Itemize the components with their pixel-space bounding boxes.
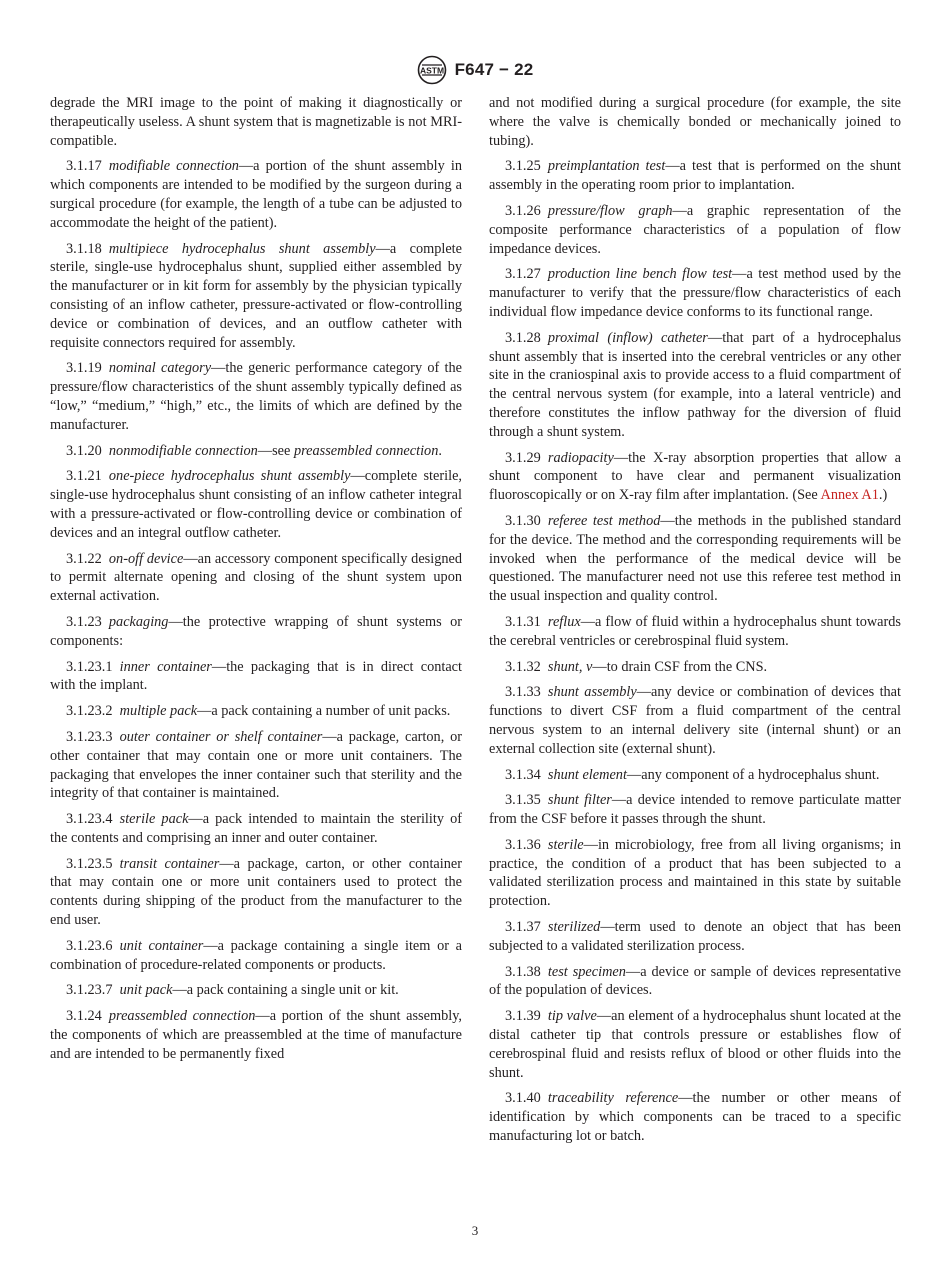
definition-paragraph [50, 1007, 462, 1063]
defined-term: radiopacity [547, 449, 614, 466]
definition-text: —the generic performance category of the pressure/flow characteristics of the shunt assembly typically defined as “low,” “medium,” “high,” etc., the limits of which are defined by the manufacturer. [50, 360, 462, 433]
section-number: 3.1.31 [505, 613, 541, 630]
definition-text: —any component of a hydrocephalus shunt. [626, 766, 880, 783]
defined-term: inner container [119, 658, 212, 675]
defined-term: reflux [547, 613, 581, 630]
definition-text: —a device intended to remove particulate matter from the CSF before it passes through the shunt. [489, 792, 901, 828]
section-number: 3.1.21 [66, 468, 102, 485]
definition-text: —a portion of the shunt assembly, the components of which are preassembled at the time of manufacture and are intended to be permanently fixed [50, 1008, 462, 1062]
section-number: 3.1.28 [505, 329, 541, 346]
annex-link[interactable]: Annex A1 [820, 487, 879, 504]
definition-paragraph [489, 836, 901, 911]
defined-term: outer container or shelf container [119, 728, 323, 745]
definition-text: —term used to denote an object that has been subjected to a validated sterilization process. [489, 919, 901, 954]
definition-paragraph [489, 449, 901, 505]
definition-text: —a pack containing a single unit or kit. [172, 982, 399, 999]
document-designation: F647 − 22 [454, 60, 534, 79]
definition-text: —a test that is performed on the shunt assembly in the operating room prior to implantation. [489, 158, 902, 194]
definition-paragraph [50, 613, 462, 651]
defined-term: referee test method [547, 512, 661, 529]
section-number: 3.1.29 [505, 449, 541, 466]
defined-term: transit container [119, 855, 220, 872]
section-number: 3.1.38 [505, 963, 541, 980]
definition-text: —a test method used by the manufacturer to verify that the pressure/flow characteristics of each individual flow impedance device conforms to its functional range. [489, 266, 901, 320]
defined-term: unit pack [119, 982, 173, 999]
definition-text: —an accessory component specifically designed to permit alternate opening and closing of the shunt system upon external activation. [50, 550, 462, 605]
definition-paragraph [50, 937, 462, 975]
definition-text: —complete sterile, single-use hydrocephalus shunt consisting of an inflow catheter integral with a pressure-activated or flow-controlling device or combination of devices and an integral outflow catheter. [50, 468, 462, 541]
definition-paragraph [489, 1007, 901, 1082]
right-column [489, 94, 901, 1153]
definition-paragraph [50, 240, 462, 353]
section-number: 3.1.22 [66, 550, 102, 567]
svg-text:ASTM: ASTM [419, 65, 444, 76]
page-header [0, 56, 950, 84]
definition-paragraph [489, 613, 901, 651]
definition-paragraph [489, 658, 901, 677]
definition-paragraph [50, 810, 462, 848]
defined-term: test specimen [547, 963, 626, 980]
definition-text: —a pack intended to maintain the sterility of the contents and comprising an inner and outer container. [50, 811, 462, 846]
left-column [50, 94, 462, 1071]
defined-term: modifiable connection [108, 158, 239, 175]
definition-text: —that part of a hydrocephalus shunt assembly that is inserted into the cerebral ventricles or any other site in the craniospinal axis to provide access to a fluid compartment of the central nervous system (for example, into a lateral ventricle) and therefore constitutes the inflow pathway for the diversion of fluid through a shunt system. [489, 329, 902, 440]
definition-paragraph [489, 791, 901, 829]
definition-text: —to drain CSF from the CNS. [592, 658, 768, 675]
definition-text: —a device or sample of devices representative of the population of devices. [489, 963, 901, 999]
definition-paragraph [50, 467, 462, 542]
definition-text-end: . [438, 442, 442, 459]
section-number: 3.1.23.1 [66, 658, 113, 675]
continued-paragraph [489, 94, 901, 150]
definition-text: —an element of a hydrocephalus shunt located at the distal catheter tip that controls pressure or establishes flow of cerebrospinal fluid and resists reflux of blood or other fluids into the shunt. [489, 1008, 901, 1081]
definition-paragraph [489, 683, 901, 758]
defined-term: multipiece hydrocephalus shunt assembly [108, 240, 376, 257]
defined-term: one-piece hydrocephalus shunt assembly [108, 468, 351, 485]
definition-paragraph [50, 658, 462, 696]
definition-paragraph [50, 728, 462, 803]
section-number: 3.1.23.6 [66, 937, 113, 954]
section-number: 3.1.17 [66, 158, 102, 175]
section-number: 3.1.20 [66, 442, 102, 459]
defined-term: shunt element [547, 766, 627, 783]
continued-paragraph [50, 94, 462, 150]
definition-paragraph [50, 442, 462, 461]
section-number: 3.1.19 [66, 360, 102, 377]
definition-text: —a package, carton, or other container that may contain one or more unit containers. The packaging that envelopes the inner container such that sterility and the integrity of that container is maintained. [50, 728, 462, 802]
defined-term: production line bench flow test [547, 266, 733, 283]
definition-paragraph [489, 265, 901, 321]
defined-term: nonmodifiable connection [108, 442, 258, 459]
section-number: 3.1.24 [66, 1008, 102, 1025]
definition-text: —the number or other means of identification by which components can be traced to a specific manufacturing lot or batch. [489, 1090, 901, 1145]
section-number: 3.1.23.7 [66, 982, 113, 999]
defined-term: proximal (inflow) catheter [547, 329, 708, 346]
section-number: 3.1.32 [505, 658, 541, 675]
defined-term: on-off device [108, 550, 184, 567]
defined-term: tip valve [547, 1008, 597, 1025]
definition-text: —a complete sterile, single-use hydrocephalus shunt, supplied either assembled by the manufacturer or in kit form for assembly by the physician typically consisting of an inflow catheter, pressure-activated or flow-controlling device or combination of devices, and an outflow catheter with requisite connectors required for assembly. [50, 240, 462, 351]
astm-logo-icon [417, 55, 447, 85]
section-number: 3.1.27 [505, 266, 541, 283]
definition-text: —see [257, 442, 294, 459]
definition-text: —a pack containing a number of unit packs. [197, 703, 451, 720]
section-number: 3.1.37 [505, 919, 541, 936]
definition-paragraph [50, 359, 462, 434]
section-number: 3.1.35 [505, 792, 541, 809]
defined-term: preimplantation test [547, 158, 666, 175]
definition-text: —the packaging that is in direct contact with the implant. [50, 658, 463, 694]
definition-paragraph [50, 855, 462, 930]
definition-paragraph [489, 918, 901, 956]
definition-paragraph [489, 512, 901, 606]
definition-paragraph [489, 766, 901, 785]
definition-text: —a portion of the shunt assembly in which components are intended to be modified by the surgeon during a surgical procedure (for example, the length of a tube can be adjusted to accommodate the height of the patient). [50, 158, 463, 231]
section-number: 3.1.26 [505, 202, 541, 219]
section-number: 3.1.23.5 [66, 855, 113, 872]
section-number: 3.1.36 [505, 836, 541, 853]
defined-term: traceability reference [547, 1090, 679, 1107]
defined-term: packaging [108, 613, 169, 630]
definition-text-end: .) [878, 487, 888, 504]
definition-text: —the methods in the published standard for the device. The method and the corresponding requirements will be invoked when the performance of the medical device will be questioned. The manufacturer need not use this referee test method in the usual inspection and quality control. [489, 512, 901, 605]
definition-text: —a package, carton, or other container that may contain one or more unit containers used to protect the contents during shipping of the product from the manufacturer to the end user. [50, 855, 462, 929]
section-number: 3.1.39 [505, 1008, 541, 1025]
definition-paragraph [50, 157, 462, 232]
section-number: 3.1.25 [505, 158, 541, 175]
defined-term: sterile [547, 836, 584, 853]
defined-term: shunt filter [547, 792, 612, 809]
section-number: 3.1.23 [66, 613, 102, 630]
definition-text: —a flow of fluid within a hydrocephalus shunt towards the cerebral ventricles or cerebrospinal fluid system. [489, 613, 901, 649]
defined-term: sterilized [547, 919, 601, 936]
defined-term: multiple pack [119, 703, 198, 720]
section-number: 3.1.40 [505, 1090, 541, 1107]
section-number: 3.1.23.4 [66, 811, 113, 828]
defined-term: sterile pack [119, 811, 189, 828]
section-number: 3.1.23.2 [66, 703, 113, 720]
definition-text: —the X-ray absorption properties that allow a shunt component to have clear and permanent visualization fluoroscopically or on X-ray film after implantation. (See [489, 449, 901, 504]
definition-paragraph [489, 157, 901, 195]
section-number: 3.1.23.3 [66, 728, 113, 745]
definition-text: —a graphic representation of the composite performance characteristics of a population of flow impedance devices. [489, 202, 902, 257]
defined-term: preassembled connection [108, 1008, 256, 1025]
definition-paragraph [489, 202, 901, 258]
page-number: 3 [471, 1223, 479, 1238]
defined-term: shunt, v [547, 658, 593, 675]
definition-text: —the protective wrapping of shunt systems or components: [50, 613, 462, 649]
definition-paragraph [489, 963, 901, 1001]
section-number: 3.1.34 [505, 766, 541, 783]
defined-term: nominal category [108, 360, 212, 377]
definition-text: degrade the MRI image to the point of making it diagnostically or therapeutically useless. A shunt system that is magnetizable is not MRI-compatible. [50, 95, 462, 149]
section-number: 3.1.18 [66, 240, 102, 257]
defined-term: pressure/flow graph [547, 202, 673, 219]
cross-reference-term: preassembled connection [293, 442, 439, 459]
definition-paragraph [50, 981, 462, 1000]
definition-text: —any device or combination of devices that functions to divert CSF from a fluid compartment of the central nervous system to an internal delivery site (internal shunt) or an external collection site (external shunt). [489, 684, 902, 757]
defined-term: shunt assembly [547, 684, 637, 701]
section-number: 3.1.33 [505, 684, 541, 701]
definition-paragraph [489, 1089, 901, 1145]
definition-text: and not modified during a surgical procedure (for example, the site where the valve is chemically bonded or mechanically joined to tubing). [489, 95, 901, 149]
definition-paragraph [489, 329, 901, 442]
definition-text: —a package containing a single item or a combination of procedure-related components or products. [50, 937, 462, 973]
definition-text: —in microbiology, free from all living organisms; in practice, the condition of a product that has been subjected to a validated sterilization process and maintained in this state by suitable protection. [489, 836, 901, 910]
section-number: 3.1.30 [505, 512, 541, 529]
definition-paragraph [50, 550, 462, 606]
definition-paragraph [50, 702, 462, 721]
defined-term: unit container [119, 937, 204, 954]
